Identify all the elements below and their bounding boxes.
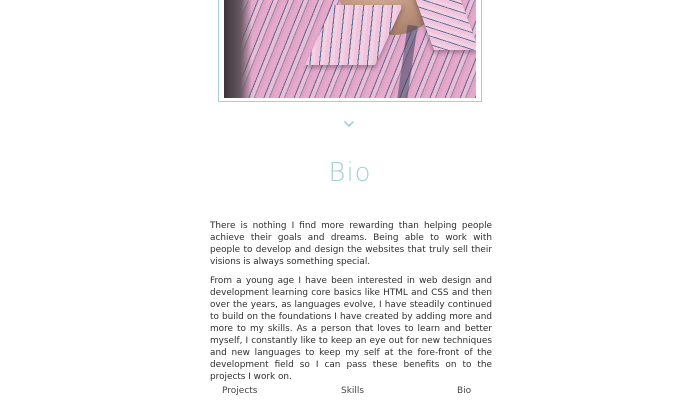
chevron-down-icon[interactable]: [343, 119, 355, 129]
nav-link-projects[interactable]: Projects: [222, 386, 258, 396]
bio-paragraph: There is nothing I find more rewarding than helping people achieve their goals and dreams. Being able to work with people to develop and design the websites that truly sell their visions is always something special.: [210, 221, 492, 267]
section-title: Bio: [328, 158, 372, 188]
nav-link-bio[interactable]: Bio: [457, 386, 472, 396]
footer-nav: [0, 386, 700, 400]
bio-paragraph: From a young age I have been interested in web design and development learning core basics like HTML and CSS and then over the years, as languages evolve, I have steadily continued to build on the foundations I have created by adding more and more to my skills. As a person that loves to learn and better myself, I constantly like to keep an eye out for new techniques and new languages to keep my self at the fore-front of the development field so I can pass these benefits on to the projects I work on.: [210, 276, 492, 382]
profile-photo-frame: [218, 0, 482, 102]
photo-shadow: [224, 0, 252, 98]
photo-shirt-placket: [396, 25, 417, 98]
nav-link-skills[interactable]: Skills: [341, 386, 365, 396]
bio-content: [210, 220, 492, 390]
photo-collar-left: [305, 5, 403, 65]
profile-photo: [224, 0, 476, 98]
